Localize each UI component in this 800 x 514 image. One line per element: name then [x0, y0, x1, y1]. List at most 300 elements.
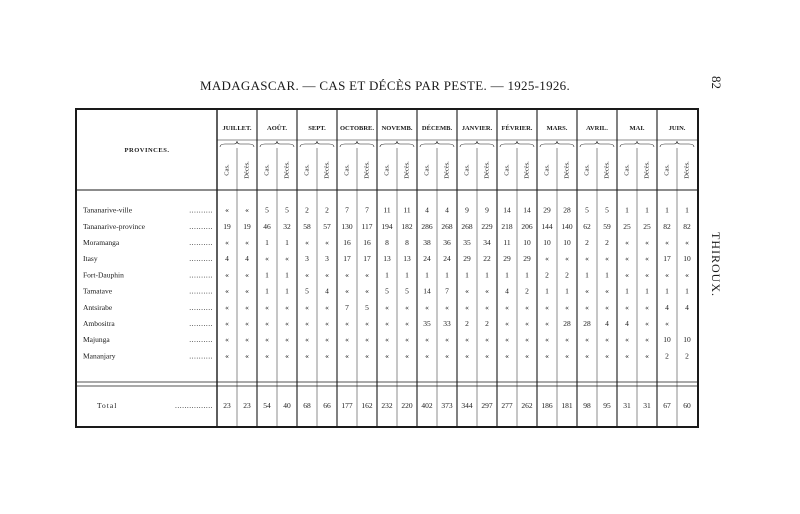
cases-subheader: Cas.: [543, 164, 551, 176]
deaths-subheader: Décès.: [283, 161, 291, 179]
data-cell: 1: [585, 270, 589, 280]
data-cell: «: [425, 302, 429, 312]
data-cell: 24: [423, 254, 431, 264]
data-cell: 2: [665, 351, 669, 361]
data-cell: 28: [563, 319, 571, 328]
data-cell: «: [225, 205, 229, 215]
cases-subheader: Cas.: [303, 164, 311, 176]
data-cell: «: [385, 302, 389, 312]
data-cell: 4: [685, 302, 689, 312]
data-cell: «: [365, 270, 369, 280]
data-cell: «: [425, 351, 429, 361]
data-cell: «: [245, 319, 249, 328]
data-cell: «: [245, 286, 249, 296]
data-cell: 9: [485, 205, 489, 215]
total-cell: 402: [421, 401, 433, 410]
data-cell: 1: [425, 270, 429, 280]
leader-dots: ..........: [189, 286, 213, 296]
data-cell: «: [225, 335, 229, 345]
total-cell: 220: [401, 401, 413, 410]
data-cell: «: [545, 254, 549, 264]
data-cell: 35: [423, 319, 431, 328]
data-cell: 1: [445, 270, 449, 280]
month-brace: [220, 141, 254, 147]
cases-subheader: Cas.: [383, 164, 391, 176]
data-cell: «: [385, 319, 389, 328]
data-cell: 5: [385, 286, 389, 296]
data-cell: 194: [381, 221, 393, 231]
data-cell: 2: [305, 205, 309, 215]
data-cell: «: [265, 351, 269, 361]
data-cell: 17: [363, 254, 371, 264]
data-cell: 2: [485, 319, 489, 328]
data-cell: «: [325, 319, 329, 328]
month-header: SEPT.: [308, 125, 326, 132]
month-brace: [460, 141, 494, 147]
data-cell: 1: [685, 286, 689, 296]
data-cell: 1: [605, 270, 609, 280]
data-cell: «: [265, 254, 269, 264]
data-cell: «: [605, 302, 609, 312]
data-cell: «: [545, 351, 549, 361]
data-cell: «: [365, 286, 369, 296]
total-cell: 31: [643, 401, 651, 410]
total-cell: 60: [683, 401, 691, 410]
data-cell: 10: [563, 238, 571, 247]
deaths-subheader: Décès.: [243, 161, 251, 179]
data-cell: «: [325, 351, 329, 361]
deaths-subheader: Décès.: [403, 161, 411, 179]
total-cell: 67: [663, 401, 671, 410]
data-cell: «: [645, 254, 649, 264]
data-cell: «: [325, 335, 329, 345]
total-cell: 98: [583, 401, 591, 410]
data-cell: 62: [583, 221, 591, 231]
data-cell: 82: [683, 221, 691, 231]
data-cell: 4: [325, 286, 329, 296]
data-cell: 5: [605, 205, 609, 215]
province-name: Fort-Dauphin: [83, 270, 124, 280]
data-cell: «: [625, 335, 629, 345]
month-header: OCTOBRE.: [339, 125, 375, 132]
data-cell: 1: [485, 270, 489, 280]
month-brace: [660, 141, 694, 147]
data-cell: «: [305, 319, 309, 328]
data-cell: 2: [525, 286, 529, 296]
data-cell: «: [465, 335, 469, 345]
data-cell: 1: [565, 286, 569, 296]
data-cell: «: [345, 319, 349, 328]
total-cell: 277: [501, 401, 513, 410]
data-cell: 36: [443, 238, 451, 247]
month-header: MARS.: [546, 125, 568, 132]
data-cell: 218: [501, 221, 513, 231]
leader-dots: ................: [175, 401, 213, 410]
deaths-subheader: Décès.: [643, 161, 651, 179]
data-cell: 2: [605, 238, 609, 247]
data-cell: «: [445, 335, 449, 345]
data-cell: «: [545, 319, 549, 328]
total-cell: 232: [381, 401, 393, 410]
data-cell: 25: [623, 221, 631, 231]
total-cell: 186: [541, 401, 553, 410]
data-cell: 4: [605, 319, 609, 328]
province-name: Itasy: [83, 254, 98, 264]
data-cell: «: [385, 351, 389, 361]
data-cell: 10: [683, 335, 691, 345]
data-cell: 2: [465, 319, 469, 328]
data-cell: 7: [445, 286, 449, 296]
data-cell: «: [325, 270, 329, 280]
data-cell: «: [645, 270, 649, 280]
data-cell: 17: [663, 254, 671, 264]
data-cell: «: [685, 238, 689, 247]
province-name: Tananarive-province: [83, 221, 145, 231]
leader-dots: ..........: [189, 205, 213, 215]
data-cell: 229: [481, 221, 493, 231]
data-cell: 1: [525, 270, 529, 280]
deaths-subheader: Décès.: [523, 161, 531, 179]
page-title: MADAGASCAR. — CAS ET DÉCÈS PAR PESTE. — 1925-1926.: [200, 78, 571, 93]
data-cell: 1: [465, 270, 469, 280]
data-cell: 1: [385, 270, 389, 280]
data-cell: «: [345, 270, 349, 280]
data-cell: «: [325, 302, 329, 312]
total-cell: 373: [441, 401, 453, 410]
data-cell: 58: [303, 221, 311, 231]
data-cell: 1: [645, 286, 649, 296]
data-cell: «: [525, 302, 529, 312]
data-cell: 5: [585, 205, 589, 215]
data-cell: 14: [503, 205, 511, 215]
data-cell: 5: [405, 286, 409, 296]
data-cell: «: [345, 351, 349, 361]
data-cell: 2: [585, 238, 589, 247]
data-cell: 59: [603, 221, 611, 231]
data-cell: «: [525, 319, 529, 328]
data-cell: «: [285, 254, 289, 264]
data-cell: 29: [463, 254, 471, 264]
data-cell: 16: [343, 238, 351, 247]
total-cell: 23: [243, 401, 251, 410]
data-cell: 1: [645, 205, 649, 215]
data-cell: 1: [285, 286, 289, 296]
data-cell: «: [565, 351, 569, 361]
data-cell: «: [505, 319, 509, 328]
month-header: NOVEMB.: [381, 125, 413, 132]
data-cell: «: [505, 302, 509, 312]
leader-dots: ..........: [189, 351, 213, 361]
author-running-head: THIROUX.: [709, 232, 723, 297]
cases-subheader: Cas.: [463, 164, 471, 176]
data-cell: 1: [265, 270, 269, 280]
leader-dots: ..........: [189, 319, 213, 328]
data-cell: «: [505, 351, 509, 361]
data-cell: 29: [543, 205, 551, 215]
leader-dots: ..........: [189, 335, 213, 345]
month-brace: [380, 141, 414, 147]
data-cell: «: [225, 302, 229, 312]
data-cell: 34: [483, 238, 491, 247]
data-cell: 5: [265, 205, 269, 215]
data-cell: 8: [385, 238, 389, 247]
month-brace: [580, 141, 614, 147]
data-cell: «: [585, 335, 589, 345]
data-cell: «: [265, 319, 269, 328]
data-cell: «: [285, 351, 289, 361]
data-cell: «: [505, 335, 509, 345]
data-cell: 7: [345, 205, 349, 215]
data-cell: «: [305, 351, 309, 361]
data-cell: 286: [421, 221, 433, 231]
month-brace: [260, 141, 294, 147]
total-cell: 66: [323, 401, 331, 410]
data-cell: 29: [523, 254, 531, 264]
data-cell: 5: [365, 302, 369, 312]
data-cell: «: [605, 254, 609, 264]
data-cell: «: [285, 335, 289, 345]
data-cell: 17: [343, 254, 351, 264]
cases-subheader: Cas.: [263, 164, 271, 176]
data-cell: 7: [365, 205, 369, 215]
data-cell: 3: [325, 254, 329, 264]
data-cell: «: [445, 302, 449, 312]
data-cell: «: [305, 302, 309, 312]
data-cell: 10: [523, 238, 531, 247]
data-cell: 5: [305, 286, 309, 296]
data-cell: 1: [405, 270, 409, 280]
total-label: Total: [97, 401, 118, 410]
data-cell: «: [625, 270, 629, 280]
data-cell: «: [405, 351, 409, 361]
month-header: MAI.: [629, 125, 645, 132]
plague-table: [75, 108, 699, 428]
data-cell: «: [585, 351, 589, 361]
data-cell: 35: [463, 238, 471, 247]
data-cell: «: [605, 351, 609, 361]
data-cell: 13: [403, 254, 411, 264]
data-cell: 2: [685, 351, 689, 361]
data-cell: 4: [505, 286, 509, 296]
data-cell: «: [645, 351, 649, 361]
cases-subheader: Cas.: [423, 164, 431, 176]
data-cell: 1: [685, 205, 689, 215]
data-cell: 25: [643, 221, 651, 231]
data-cell: «: [425, 335, 429, 345]
data-cell: «: [565, 254, 569, 264]
data-cell: «: [585, 302, 589, 312]
data-cell: «: [445, 351, 449, 361]
deaths-subheader: Décès.: [443, 161, 451, 179]
data-cell: «: [245, 205, 249, 215]
total-cell: 262: [521, 401, 533, 410]
data-cell: 140: [561, 221, 573, 231]
data-cell: 1: [285, 238, 289, 247]
cases-subheader: Cas.: [223, 164, 231, 176]
province-name: Majunga: [83, 335, 110, 345]
data-cell: «: [485, 302, 489, 312]
data-cell: «: [665, 238, 669, 247]
data-cell: 4: [625, 319, 629, 328]
data-cell: «: [385, 335, 389, 345]
cases-subheader: Cas.: [583, 164, 591, 176]
data-cell: «: [225, 319, 229, 328]
data-cell: 4: [245, 254, 249, 264]
provinces-header: PROVINCES.: [124, 147, 170, 154]
data-cell: 82: [663, 221, 671, 231]
data-cell: 144: [541, 221, 553, 231]
data-cell: «: [565, 335, 569, 345]
total-cell: 95: [603, 401, 611, 410]
data-cell: «: [245, 238, 249, 247]
data-cell: 1: [625, 286, 629, 296]
data-cell: «: [465, 302, 469, 312]
total-cell: 54: [263, 401, 271, 410]
data-cell: 13: [383, 254, 391, 264]
data-cell: «: [605, 335, 609, 345]
data-cell: 32: [283, 221, 291, 231]
data-cell: 2: [325, 205, 329, 215]
cases-subheader: Cas.: [343, 164, 351, 176]
leader-dots: ..........: [189, 254, 213, 264]
data-cell: «: [525, 351, 529, 361]
data-cell: «: [265, 302, 269, 312]
data-cell: «: [305, 238, 309, 247]
data-cell: «: [405, 302, 409, 312]
data-cell: 1: [285, 270, 289, 280]
total-cell: 181: [561, 401, 573, 410]
data-cell: 57: [323, 221, 331, 231]
data-cell: «: [365, 319, 369, 328]
data-cell: 1: [265, 286, 269, 296]
data-cell: 5: [285, 205, 289, 215]
data-cell: 11: [503, 238, 511, 247]
data-cell: 4: [425, 205, 429, 215]
data-cell: «: [645, 238, 649, 247]
data-cell: «: [605, 286, 609, 296]
data-cell: 11: [403, 205, 411, 215]
data-cell: «: [245, 351, 249, 361]
deaths-subheader: Décès.: [483, 161, 491, 179]
total-cell: 177: [341, 401, 353, 410]
data-cell: «: [625, 302, 629, 312]
data-cell: «: [305, 270, 309, 280]
cases-subheader: Cas.: [623, 164, 631, 176]
province-name: Ambositra: [83, 319, 115, 328]
data-cell: 16: [363, 238, 371, 247]
data-cell: 29: [503, 254, 511, 264]
data-cell: «: [565, 302, 569, 312]
month-brace: [540, 141, 574, 147]
leader-dots: ..........: [189, 302, 213, 312]
month-brace: [420, 141, 454, 147]
data-cell: 182: [401, 221, 413, 231]
data-cell: 19: [223, 221, 231, 231]
data-cell: 10: [543, 238, 551, 247]
deaths-subheader: Décès.: [563, 161, 571, 179]
data-cell: 268: [441, 221, 453, 231]
total-cell: 23: [223, 401, 231, 410]
month-header: JANVIER.: [461, 125, 493, 132]
data-cell: 10: [683, 254, 691, 264]
data-cell: «: [485, 351, 489, 361]
data-cell: 4: [665, 302, 669, 312]
data-cell: «: [365, 351, 369, 361]
data-cell: «: [345, 335, 349, 345]
data-cell: «: [225, 238, 229, 247]
data-cell: 14: [423, 286, 431, 296]
total-cell: 344: [461, 401, 473, 410]
plague-table-grid: [77, 110, 697, 426]
total-cell: 40: [283, 401, 291, 410]
month-brace: [300, 141, 334, 147]
data-cell: «: [305, 335, 309, 345]
data-cell: 1: [505, 270, 509, 280]
data-cell: «: [465, 286, 469, 296]
data-cell: 8: [405, 238, 409, 247]
data-cell: 1: [665, 205, 669, 215]
data-cell: 19: [243, 221, 251, 231]
data-cell: 46: [263, 221, 271, 231]
data-cell: «: [245, 302, 249, 312]
province-name: Mananjary: [83, 351, 116, 361]
province-name: Antsirabe: [83, 302, 113, 312]
deaths-subheader: Décès.: [683, 161, 691, 179]
data-cell: «: [405, 335, 409, 345]
data-cell: 28: [563, 205, 571, 215]
data-cell: 33: [443, 319, 451, 328]
data-cell: «: [365, 335, 369, 345]
total-cell: 31: [623, 401, 631, 410]
data-cell: «: [245, 335, 249, 345]
cases-subheader: Cas.: [503, 164, 511, 176]
data-cell: «: [325, 238, 329, 247]
data-cell: 1: [665, 286, 669, 296]
data-cell: 3: [305, 254, 309, 264]
data-cell: 1: [625, 205, 629, 215]
data-cell: «: [645, 335, 649, 345]
month-brace: [620, 141, 654, 147]
data-cell: «: [645, 302, 649, 312]
data-cell: «: [345, 286, 349, 296]
month-header: JUIN.: [668, 125, 686, 132]
data-cell: 14: [523, 205, 531, 215]
month-header: JUILLET.: [222, 125, 252, 132]
leader-dots: ..........: [189, 270, 213, 280]
data-cell: 24: [443, 254, 451, 264]
data-cell: «: [585, 254, 589, 264]
data-cell: «: [645, 319, 649, 328]
data-cell: 117: [361, 221, 373, 231]
data-cell: «: [525, 335, 529, 345]
data-cell: 38: [423, 238, 431, 247]
data-cell: 9: [465, 205, 469, 215]
data-cell: «: [285, 302, 289, 312]
data-cell: «: [285, 319, 289, 328]
data-cell: «: [625, 254, 629, 264]
data-cell: «: [685, 270, 689, 280]
month-brace: [340, 141, 374, 147]
data-cell: «: [545, 302, 549, 312]
data-cell: «: [625, 238, 629, 247]
data-cell: «: [265, 335, 269, 345]
data-cell: 28: [583, 319, 591, 328]
data-cell: 2: [565, 270, 569, 280]
data-cell: «: [225, 270, 229, 280]
data-cell: 7: [345, 302, 349, 312]
page-number: 82: [709, 76, 724, 89]
month-header: DÉCEMB.: [421, 125, 453, 132]
